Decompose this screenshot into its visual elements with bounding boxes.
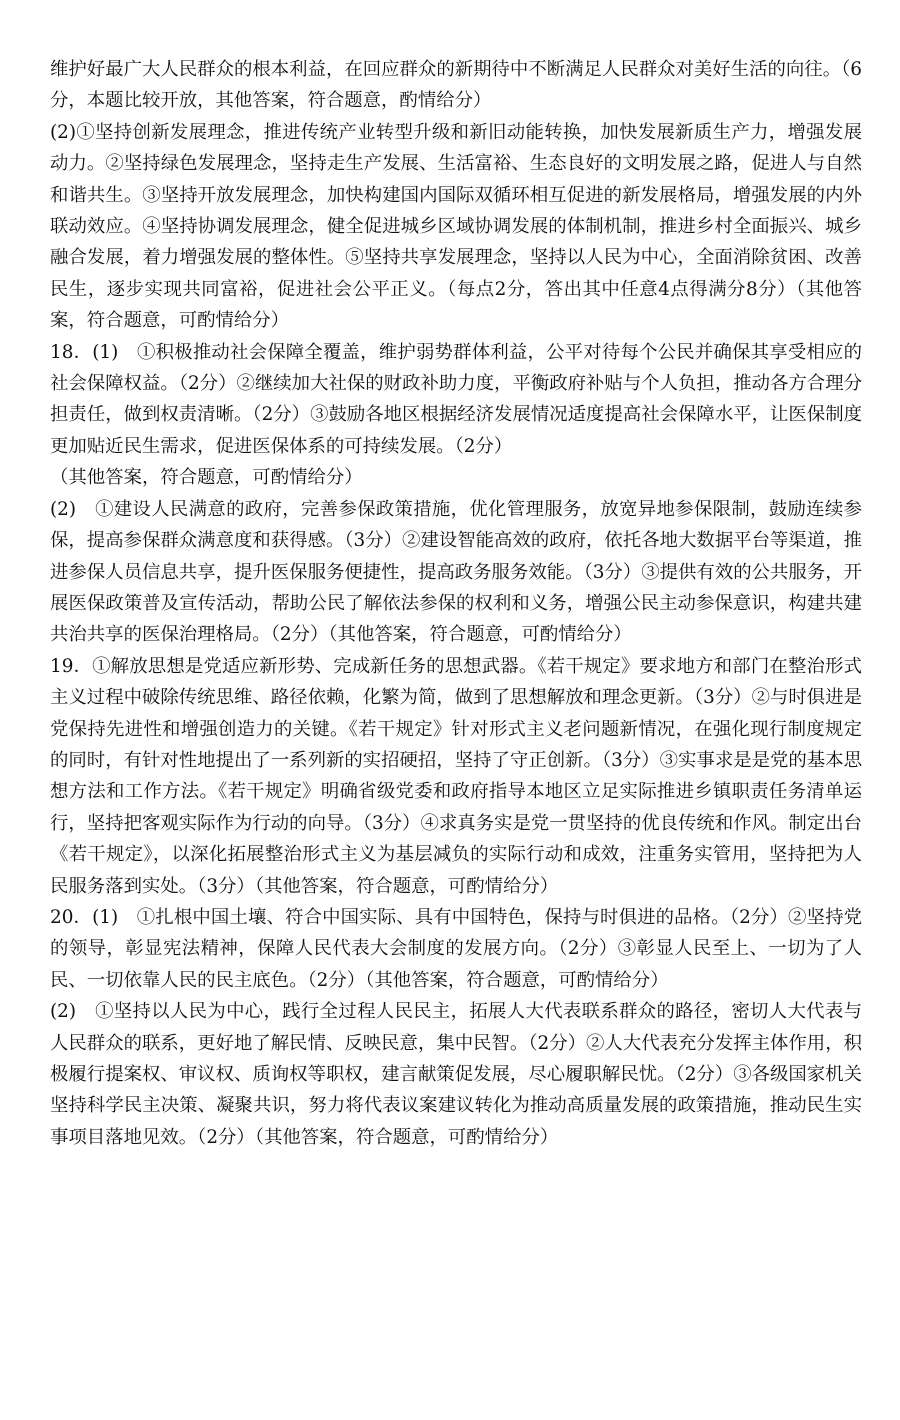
answer-document [50, 54, 862, 1153]
paragraph-17-1-tail: 维护好最广大人民群众的根本利益，在回应群众的新期待中不断满足人民群众对美好生活的向往。（6分，本题比较开放，其他答案，符合题意，酌情给分） [50, 59, 862, 112]
paragraph-18-2: (2) ①建设人民满意的政府，完善参保政策措施，优化管理服务，放宽异地参保限制，鼓励连续参保，提高参保群众满意度和获得感。（3分）②建设智能高效的政府，依托各地大数据平台等渠道，推进参保人员信息共享，提升医保服务便捷性，提高政务服务效能。（3分）③提供有效的公共服务，开展医保政策普及宣传活动，帮助公民了解依法参保的权利和义务，增强公民主动参保意识，构建共建共治共享的医保治理格局。（2分）（其他答案，符合题意，可酌情给分） [50, 498, 862, 646]
paragraph-18-1-note: （其他答案，符合题意，可酌情给分） [50, 467, 363, 489]
paragraph-19: 19．①解放思想是党适应新形势、完成新任务的思想武器。《若干规定》要求地方和部门在整治形式主义过程中破除传统思维、路径依赖，化繁为简，做到了思想解放和理念更新。（3分）②与时俱进是党保持先进性和增强创造力的关键。《若干规定》针对形式主义老问题新情况，在强化现行制度规定的同时，有针对性地提出了一系列新的实招硬招，坚持了守正创新。（3分）③实事求是是党的基本思想方法和工作方法。《若干规定》明确省级党委和政府指导本地区立足实际推进乡镇职责任务清单运行，坚持把客观实际作为行动的向导。（3分）④求真务实是党一贯坚持的优良传统和作风。制定出台《若干规定》，以深化拓展整治形式主义为基层减负的实际行动和成效，注重务实管用，坚持把为人民服务落到实处。（3分）（其他答案，符合题意，可酌情给分） [50, 655, 862, 897]
paragraph-20-1: 20．(1) ①扎根中国土壤、符合中国实际、具有中国特色，保持与时俱进的品格。（2分）②坚持党的领导，彰显宪法精神，保障人民代表大会制度的发展方向。（2分）③彰显人民至上、一切为了人民、一切依靠人民的民主底色。（2分）（其他答案，符合题意，可酌情给分） [50, 906, 862, 991]
paragraph-17-2: (2)①坚持创新发展理念，推进传统产业转型升级和新旧动能转换，加快发展新质生产力，增强发展动力。②坚持绿色发展理念，坚持走生产发展、生活富裕、生态良好的文明发展之路，促进人与自然和谐共生。③坚持开放发展理念，加快构建国内国际双循环相互促进的新发展格局，增强发展的内外联动效应。④坚持协调发展理念，健全促进城乡区域协调发展的体制机制，推进乡村全面振兴、城乡融合发展，着力增强发展的整体性。⑤坚持共享发展理念，坚持以人民为中心，全面消除贫困、改善民生，逐步实现共同富裕，促进社会公平正义。（每点2分，答出其中任意4点得满分8分）（其他答案，符合题意，可酌情给分） [50, 121, 862, 332]
paragraph-20-2: (2) ①坚持以人民为中心，践行全过程人民民主，拓展人大代表联系群众的路径，密切人大代表与人民群众的联系，更好地了解民情、反映民意，集中民智。（2分）②人大代表充分发挥主体作用，积极履行提案权、审议权、质询权等职权，建言献策促发展，尽心履职解民忧。（2分）③各级国家机关坚持科学民主决策、凝聚共识，努力将代表议案建议转化为推动高质量发展的政策措施，推动民生实事项目落地见效。（2分）（其他答案，符合题意，可酌情给分） [50, 1001, 862, 1148]
paragraph-18-1: 18．(1) ①积极推动社会保障全覆盖，维护弱势群体利益，公平对待每个公民并确保其享受相应的社会保障权益。（2分）②继续加大社保的财政补助力度，平衡政府补贴与个人负担，推动各方合理分担责任，做到权责清晰。（2分）③鼓励各地区根据经济发展情况适度提高社会保障水平，让医保制度更加贴近民生需求，促进医保体系的可持续发展。（2分） [50, 341, 862, 457]
